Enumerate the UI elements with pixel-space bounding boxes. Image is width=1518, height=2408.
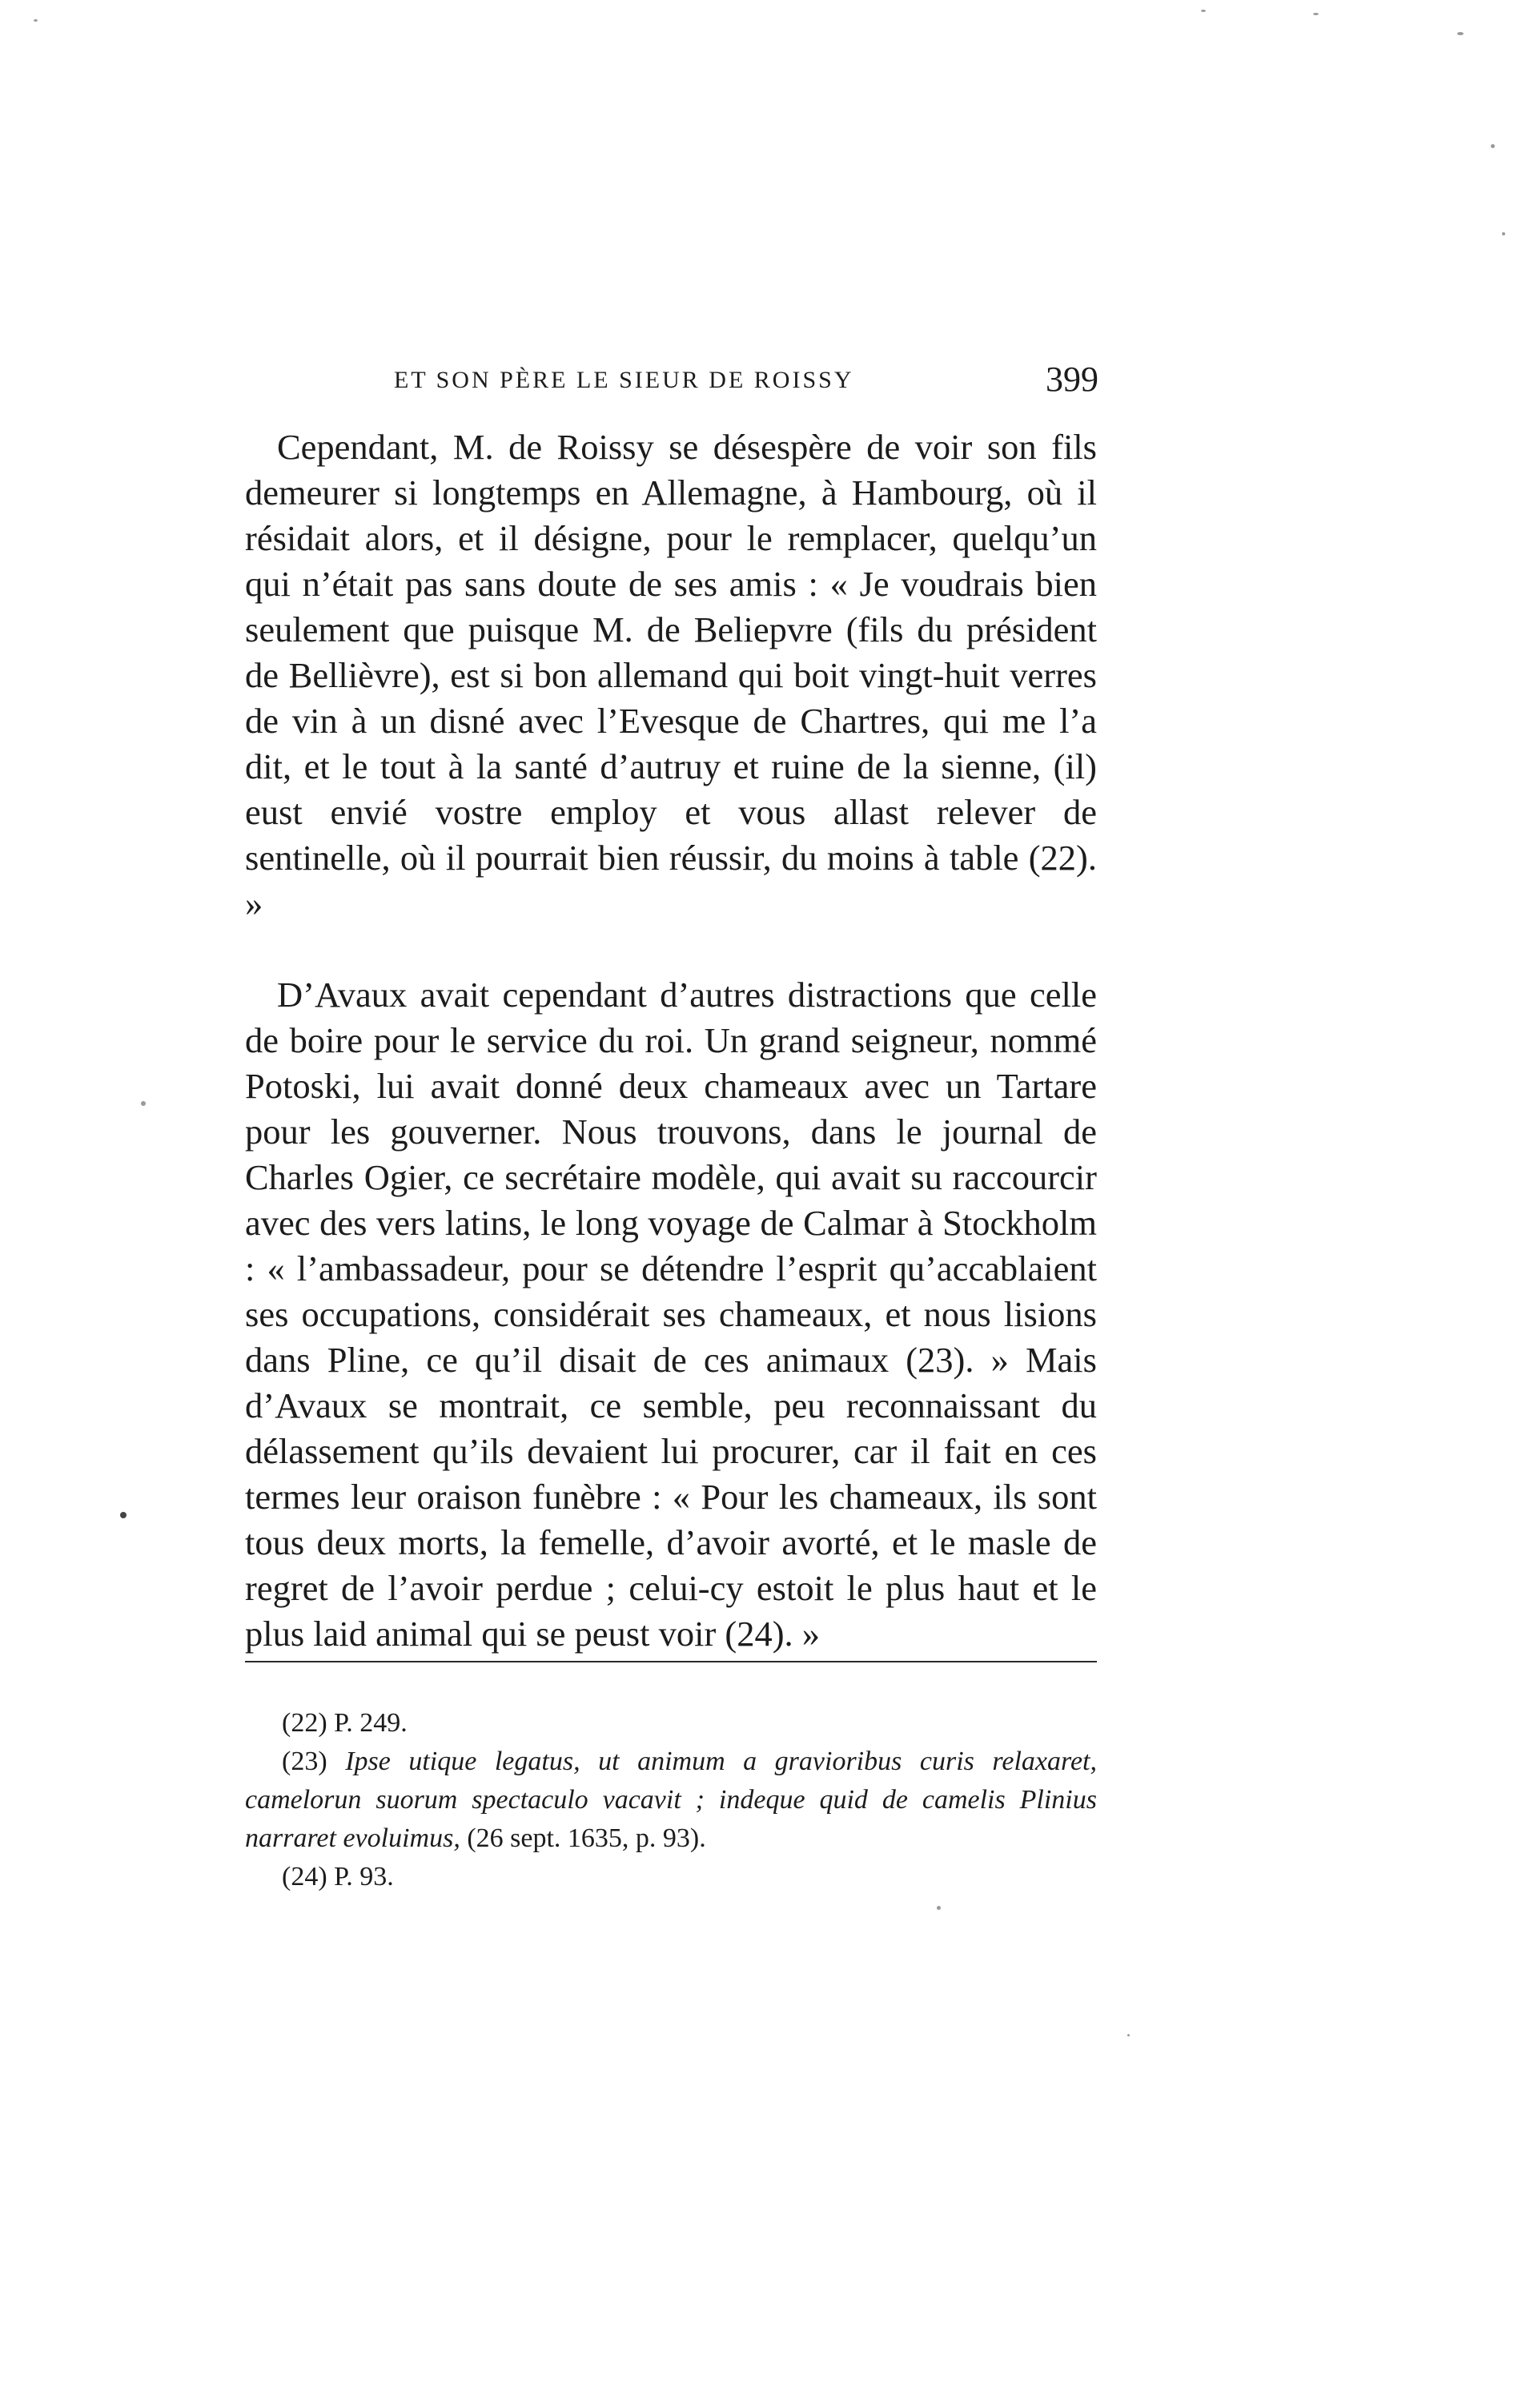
- footnote-23-label: (23): [282, 1747, 327, 1776]
- running-head-title: ET SON PÈRE LE SIEUR DE ROISSY: [394, 367, 854, 393]
- paragraph-2: D’Avaux avait cependant d’autres distractions que celle de boire pour le service du roi. Un grand seigneur, nommé Potoski, lui avait donné deux chameaux avec un Tartare pour les gouverner. Nous trouvons, dans le journal de Charles Ogier, ce secrétaire modèle, qui avait su raccourcir avec des vers latins, le long voyage de Calmar à Stockholm : « l’ambassadeur, pour se détendre l’esprit qu’accablaient ses occupations, considérait ses chameaux, et nous lisions dans Pline, ce qu’il disait de ces animaux (23). » Mais d’Avaux se montrait, ce semble, peu reconnaissant du délassement qu’ils devaient lui procurer, car il fait en ces termes leur oraison funèbre : « Pour les chameaux, ils sont tous deux morts, la femelle, d’avoir avorté, et le masle de regret de l’avoir perdue ; celui-cy estoit le plus haut et le plus laid animal qui se peust voir (24). »: [245, 975, 1097, 1654]
- scan-speck: [120, 1512, 127, 1518]
- scan-speck: [937, 1906, 941, 1910]
- page-number: 399: [1046, 360, 1098, 399]
- footnote-24: (24) P. 93.: [282, 1862, 394, 1891]
- scan-speck: [34, 19, 38, 22]
- scan-speck: [1491, 144, 1495, 148]
- scan-speck: [1127, 2034, 1130, 2036]
- scan-speck: [1313, 13, 1319, 15]
- scan-speck: [141, 1101, 146, 1106]
- scan-speck: [1201, 10, 1206, 12]
- footnote-23-reference: (26 sept. 1635, p. 93).: [467, 1823, 706, 1853]
- body-text: [245, 424, 1097, 1657]
- footnote-separator-rule: [245, 1661, 1097, 1662]
- footnote-23: [245, 1743, 1097, 1858]
- footnotes: [245, 1704, 1097, 1896]
- scan-speck: [1502, 232, 1505, 235]
- running-head: [394, 359, 1098, 407]
- footnote-22: (22) P. 249.: [282, 1708, 408, 1738]
- footnote-23-latin: Ipse utique legatus, ut animum a gravioribus curis relaxaret, camelorun suorum spectaculo vacavit ; indeque quid de camelis Plinius narraret evoluimus,: [245, 1747, 1098, 1853]
- paragraph-1: Cependant, M. de Roissy se désespère de voir son fils demeurer si longtemps en Allemagne, à Hambourg, où il résidait alors, et il désigne, pour le remplacer, quelqu’un qui n’était pas sans doute de ses amis : « Je voudrais bien seulement que puisque M. de Beliepvre (fils du président de Bellièvre), est si bon allemand qui boit vingt-huit verres de vin à un disné avec l’Evesque de Chartres, qui me l’a dit, et le tout à la santé d’autruy et ruine de la sienne, (il) eust envié vostre employ et vous allast relever de sentinelle, où il pourrait bien réussir, du moins à table (22). »: [245, 427, 1097, 923]
- scan-speck: [1457, 32, 1464, 35]
